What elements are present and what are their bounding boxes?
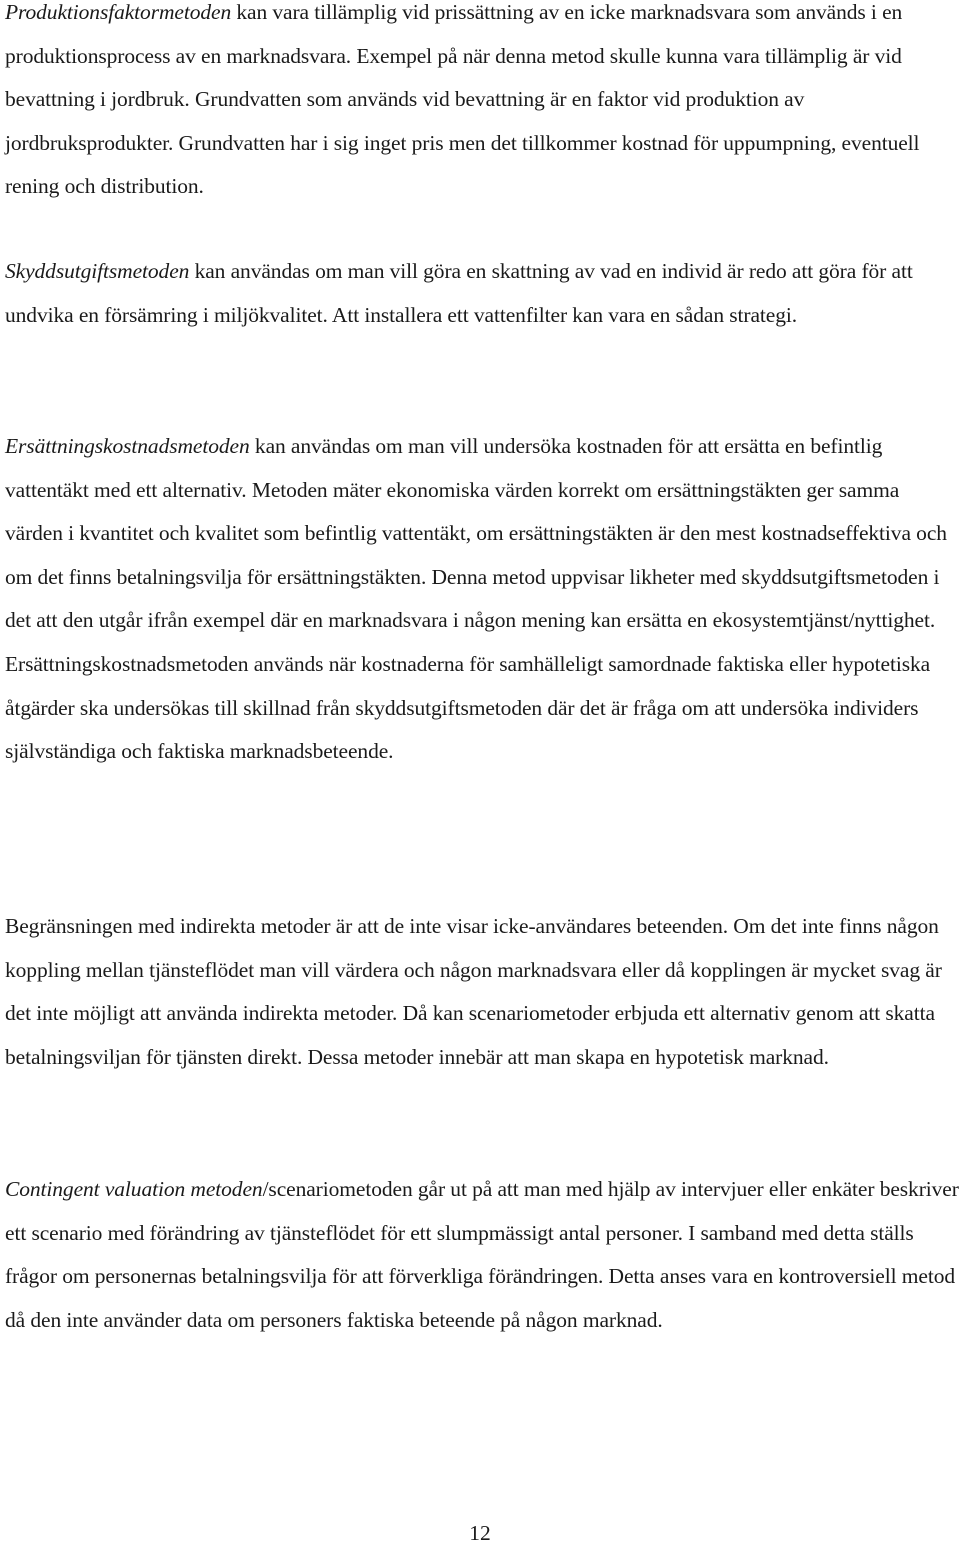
paragraph-text: /scenariometoden går ut på att man med hjälp av intervjuer eller enkäter beskriver ett scenario med förändring av tjänsteflödet för ett slumpmässigt antal personer. I samband med detta ställs frågor om personernas betalningsvilja för att förverkliga förändringen. Detta anses vara en kontroversiell metod då den inte använder data om personers faktiska beteende på någon marknad. xyxy=(5,1177,959,1332)
paragraph-text: Begränsningen med indirekta metoder är att de inte visar icke-användares beteenden. Om det inte finns någon koppling mellan tjänsteflödet man vill värdera och någon marknadsvara eller då kopplingen är mycket svag är det inte möjligt att använda indirekta metoder. Då kan scenariometoder erbjuda ett alternativ genom att skatta betalningsviljan för tjänsten direkt. Dessa metoder innebär att man skapa en hypotetisk marknad. xyxy=(5,914,942,1069)
paragraph-produktionsfaktormetoden xyxy=(5,0,960,209)
paragraph-ersattningskostnadsmetoden xyxy=(5,425,960,774)
method-term: Ersättningskostnadsmetoden xyxy=(5,434,250,458)
page-number: 12 xyxy=(469,1521,491,1545)
paragraph-text: kan användas om man vill göra en skattning av vad en individ är redo att göra för att undvika en försämring i miljökvalitet. Att installera ett vattenfilter kan vara en sådan strategi. xyxy=(5,259,913,327)
paragraph-begransningen xyxy=(5,905,960,1079)
method-term: Contingent valuation metoden xyxy=(5,1177,263,1201)
paragraph-skyddsutgiftsmetoden xyxy=(5,250,960,337)
method-term: Skyddsutgiftsmetoden xyxy=(5,259,190,283)
paragraph-text: kan vara tillämplig vid prissättning av en icke marknadsvara som används i en produktionsprocess av en marknadsvara. Exempel på när denna metod skulle kunna vara tillämplig är vid bevattning i jordbruk. Grundvatten som används vid bevattning är en faktor vid produktion av jordbruksprodukter. Grundvatten har i sig inget pris men det tillkommer kostnad för uppumpning, eventuell rening och distribution. xyxy=(5,0,920,199)
paragraph-contingent-valuation xyxy=(5,1168,960,1342)
paragraph-text: kan användas om man vill undersöka kostnaden för att ersätta en befintlig vattentäkt med ett alternativ. Metoden mäter ekonomiska värden korrekt om ersättningstäkten ger samma värden i kvantitet och kvalitet som befintlig vattentäkt, om ersättningstäkten är den mest kostnadseffektiva och om det finns betalningsvilja för ersättningstäkten. Denna metod uppvisar likheter med skyddsutgiftsmetoden i det att den utgår ifrån exempel där en marknadsvara i någon mening kan ersätta en ekosystemtjänst/nyttighet. Ersättningskostnadsmetoden används när kostnaderna för samhälleligt samordnade faktiska eller hypotetiska åtgärder ska undersökas till skillnad från skyddsutgiftsmetoden där det är fråga om att undersöka individers självständiga och faktiska marknadsbeteende. xyxy=(5,434,947,764)
method-term: Produktionsfaktormetoden xyxy=(5,0,232,24)
